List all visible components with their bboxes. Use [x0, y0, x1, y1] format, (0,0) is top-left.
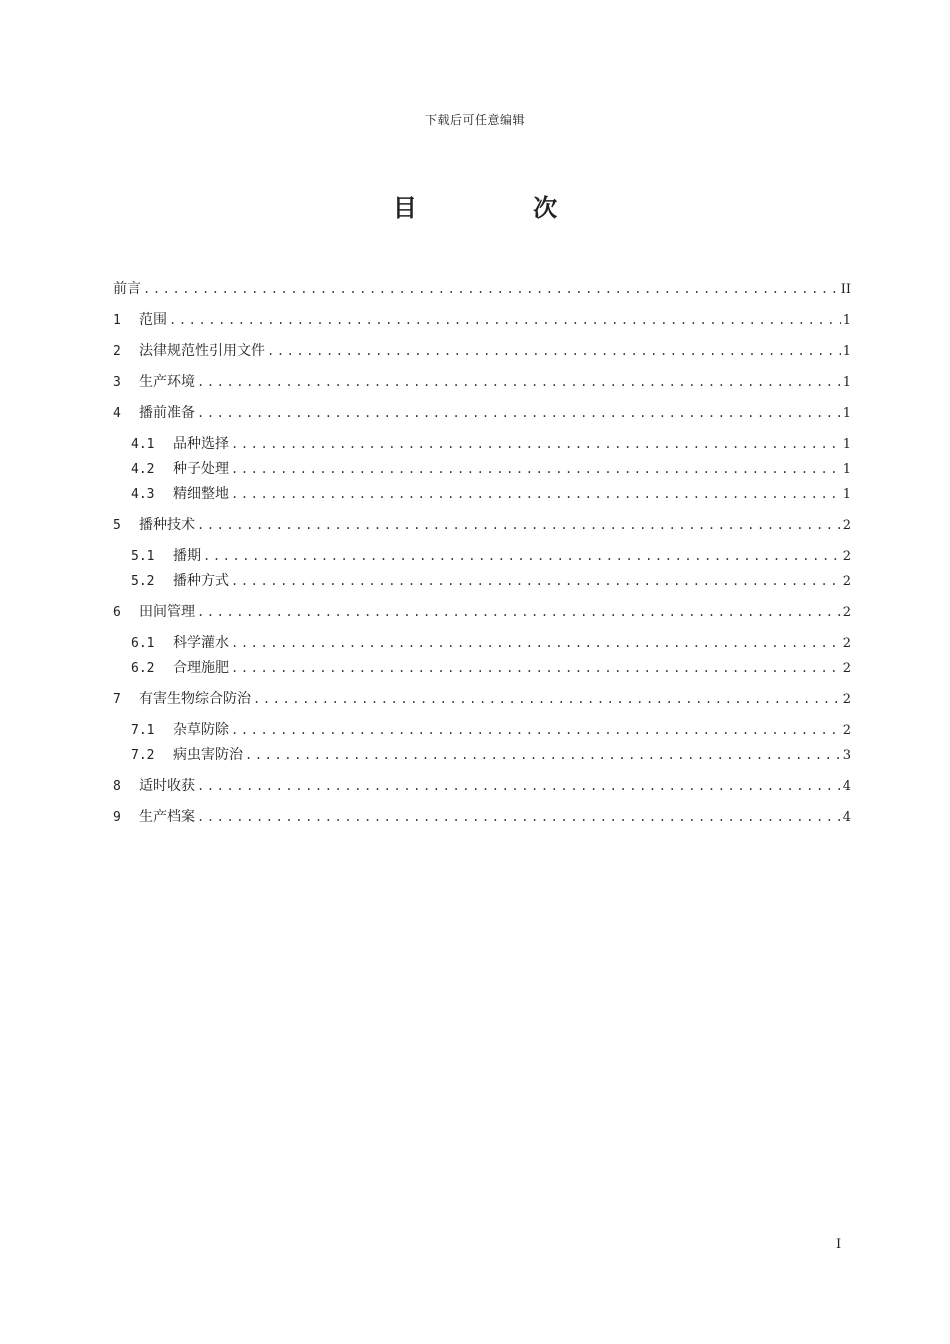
toc-dot-leader: [231, 459, 841, 479]
toc-entry-label: 田间管理: [139, 604, 195, 620]
toc-entry[interactable]: [113, 341, 851, 361]
toc-entry-page: 1: [842, 344, 851, 359]
toc-entry-label: 病虫害防治: [173, 747, 243, 763]
toc-entry[interactable]: [113, 602, 851, 622]
toc-entry[interactable]: [131, 658, 851, 678]
toc-entry-label: 播期: [173, 548, 201, 564]
toc-dot-leader: [197, 403, 841, 423]
toc-entry-page: 1: [842, 437, 851, 452]
toc-entry-label: 播种方式: [173, 573, 229, 589]
toc-entry-number: 4.2: [131, 462, 155, 477]
toc-entry-page: 4: [842, 779, 851, 794]
toc-entry-label: 适时收获: [139, 778, 195, 794]
toc-dot-leader: [231, 434, 841, 454]
toc-entry-label: 范围: [139, 312, 167, 328]
toc-entry-page: 2: [842, 605, 851, 620]
toc-entry-number: 5: [113, 518, 121, 533]
toc-dot-leader: [253, 689, 841, 709]
toc-entry[interactable]: [131, 459, 851, 479]
toc-entry-label: 品种选择: [173, 436, 229, 452]
toc-entry-page: 2: [842, 574, 851, 589]
toc-entry[interactable]: [113, 689, 851, 709]
toc-entry-label: 前言: [113, 281, 141, 297]
toc-entry-label: 法律规范性引用文件: [139, 343, 265, 359]
toc-entry[interactable]: [113, 403, 851, 423]
toc-entry-page: 2: [842, 636, 851, 651]
toc-entry-number: 7.1: [131, 723, 155, 738]
toc-dot-leader: [169, 310, 841, 330]
toc-dot-leader: [231, 571, 841, 591]
toc-entry-label: 生产环境: [139, 374, 195, 390]
toc-entry-label: 科学灌水: [173, 635, 229, 651]
toc-dot-leader: [231, 484, 841, 504]
toc-entry-number: 7.2: [131, 748, 155, 763]
toc-entry-number: 4.3: [131, 487, 155, 502]
toc-entry[interactable]: [113, 279, 851, 299]
toc-entry[interactable]: [113, 807, 851, 827]
page-title: 目 次: [392, 194, 612, 222]
toc-dot-leader: [231, 633, 841, 653]
toc-entry-page: 1: [842, 406, 851, 421]
toc-entry-page: 2: [842, 518, 851, 533]
toc-entry-page: 3: [842, 748, 851, 763]
toc-dot-leader: [245, 745, 841, 765]
page-number: I: [836, 1237, 842, 1252]
toc-dot-leader: [231, 658, 841, 678]
toc-entry-label: 播前准备: [139, 405, 195, 421]
toc-entry-number: 2: [113, 344, 121, 359]
toc-entry[interactable]: [131, 434, 851, 454]
toc-entry-number: 5.1: [131, 549, 155, 564]
toc-entry-number: 7: [113, 692, 121, 707]
toc-entry-page: 1: [842, 375, 851, 390]
toc-dot-leader: [197, 372, 841, 392]
toc-entry-page: 2: [842, 692, 851, 707]
toc-entry[interactable]: [113, 515, 851, 535]
toc-entry[interactable]: [131, 720, 851, 740]
toc-entry[interactable]: [131, 484, 851, 504]
toc-entry[interactable]: [113, 372, 851, 392]
toc-entry[interactable]: [131, 546, 851, 566]
toc-entry-number: 6.2: [131, 661, 155, 676]
toc-dot-leader: [197, 807, 841, 827]
header-note: 下载后可任意编辑: [424, 113, 525, 127]
toc-entry-label: 杂草防除: [173, 722, 229, 738]
toc-entry-label: 种子处理: [173, 461, 229, 477]
toc-entry-page: II: [840, 282, 851, 297]
toc-entry-number: 4.1: [131, 437, 155, 452]
toc-entry-number: 9: [113, 810, 121, 825]
toc-dot-leader: [231, 720, 841, 740]
toc-entry-page: 2: [842, 723, 851, 738]
toc-entry-page: 4: [842, 810, 851, 825]
toc-entry[interactable]: [131, 633, 851, 653]
toc-entry-number: 1: [113, 313, 121, 328]
toc-entry-number: 5.2: [131, 574, 155, 589]
toc-entry-page: 1: [842, 313, 851, 328]
toc-entry-page: 1: [842, 487, 851, 502]
toc-entry-page: 1: [842, 462, 851, 477]
toc-entry-label: 有害生物综合防治: [139, 691, 251, 707]
toc-dot-leader: [267, 341, 841, 361]
toc-entry-number: 3: [113, 375, 121, 390]
toc-entry-number: 4: [113, 406, 121, 421]
toc-entry[interactable]: [131, 745, 851, 765]
toc-entry-number: 8: [113, 779, 121, 794]
toc-entry[interactable]: [113, 776, 851, 796]
toc-entry-label: 合理施肥: [173, 660, 229, 676]
toc-dot-leader: [203, 546, 841, 566]
toc-dot-leader: [197, 515, 841, 535]
toc-entry[interactable]: [131, 571, 851, 591]
toc-dot-leader: [143, 279, 839, 299]
toc-dot-leader: [197, 776, 841, 796]
toc-entry-label: 生产档案: [139, 809, 195, 825]
toc-entry-page: 2: [842, 549, 851, 564]
toc-entry-number: 6.1: [131, 636, 155, 651]
toc-entry-label: 精细整地: [173, 486, 229, 502]
toc-entry-label: 播种技术: [139, 517, 195, 533]
toc-entry-page: 2: [842, 661, 851, 676]
toc-entry[interactable]: [113, 310, 851, 330]
toc-dot-leader: [197, 602, 841, 622]
toc-entry-number: 6: [113, 605, 121, 620]
